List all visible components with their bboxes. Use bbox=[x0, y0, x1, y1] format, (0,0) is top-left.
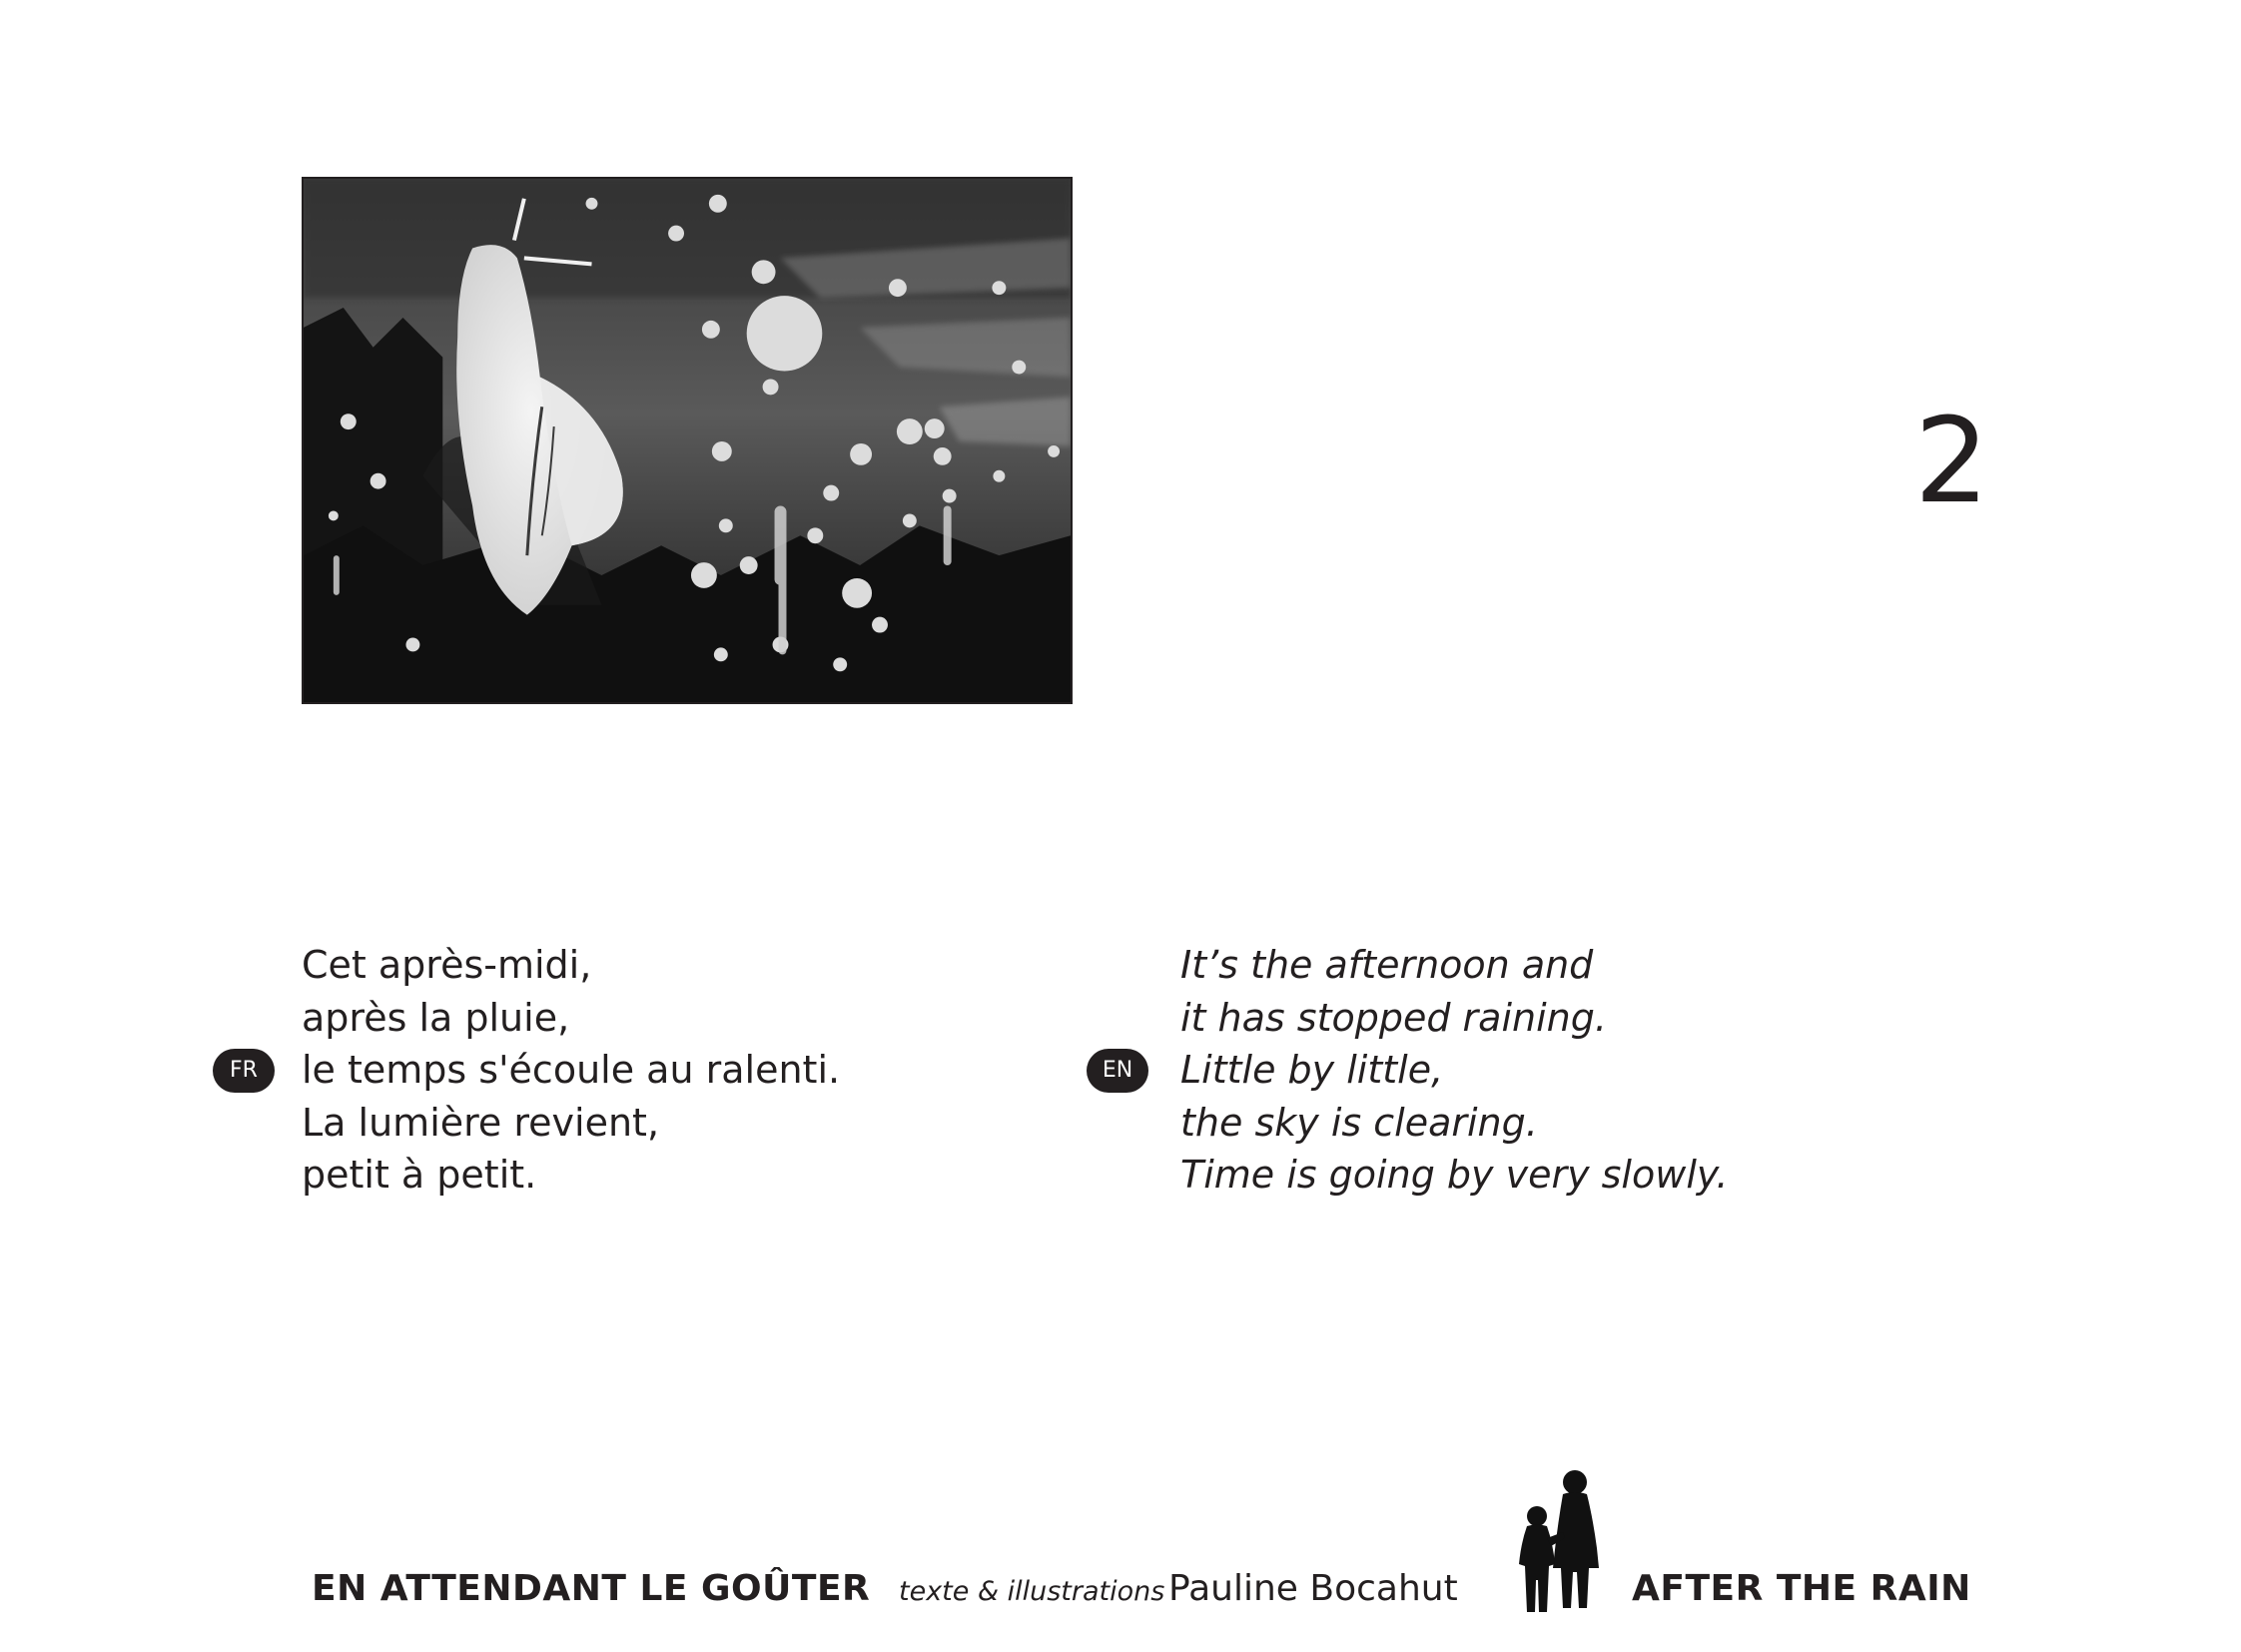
snail-rain-drawing bbox=[304, 179, 1071, 702]
english-poem-line: the sky is clearing. bbox=[1180, 1100, 1538, 1145]
english-poem-line: Time is going by very slowly. bbox=[1180, 1153, 1729, 1197]
french-poem-line: le temps s'écoule au ralenti. bbox=[302, 1048, 841, 1092]
en-language-badge: EN bbox=[1087, 1049, 1148, 1093]
snail-illustration bbox=[302, 177, 1073, 704]
french-poem bbox=[302, 939, 840, 1202]
children-silhouette-icon bbox=[1513, 1468, 1605, 1618]
fr-language-badge: FR bbox=[213, 1049, 275, 1093]
book-title-english: AFTER THE RAIN bbox=[1632, 1568, 1971, 1609]
english-poem-line: it has stopped raining. bbox=[1180, 995, 1607, 1040]
page-number: 2 bbox=[1913, 392, 1989, 529]
french-poem-line: petit à petit. bbox=[302, 1153, 537, 1197]
book-title-french: EN ATTENDANT LE GOÛTER bbox=[312, 1568, 871, 1609]
french-poem-line: Cet après-midi, bbox=[302, 943, 592, 987]
english-poem bbox=[1180, 939, 1729, 1202]
credit-label: texte & illustrations bbox=[899, 1576, 1165, 1607]
french-poem-line: après la pluie, bbox=[302, 995, 570, 1040]
english-poem-line: Little by little, bbox=[1180, 1048, 1444, 1092]
english-poem-line: It’s the afternoon and bbox=[1180, 943, 1594, 987]
french-poem-line: La lumière revient, bbox=[302, 1100, 660, 1145]
author-name: Pauline Bocahut bbox=[1168, 1568, 1458, 1609]
